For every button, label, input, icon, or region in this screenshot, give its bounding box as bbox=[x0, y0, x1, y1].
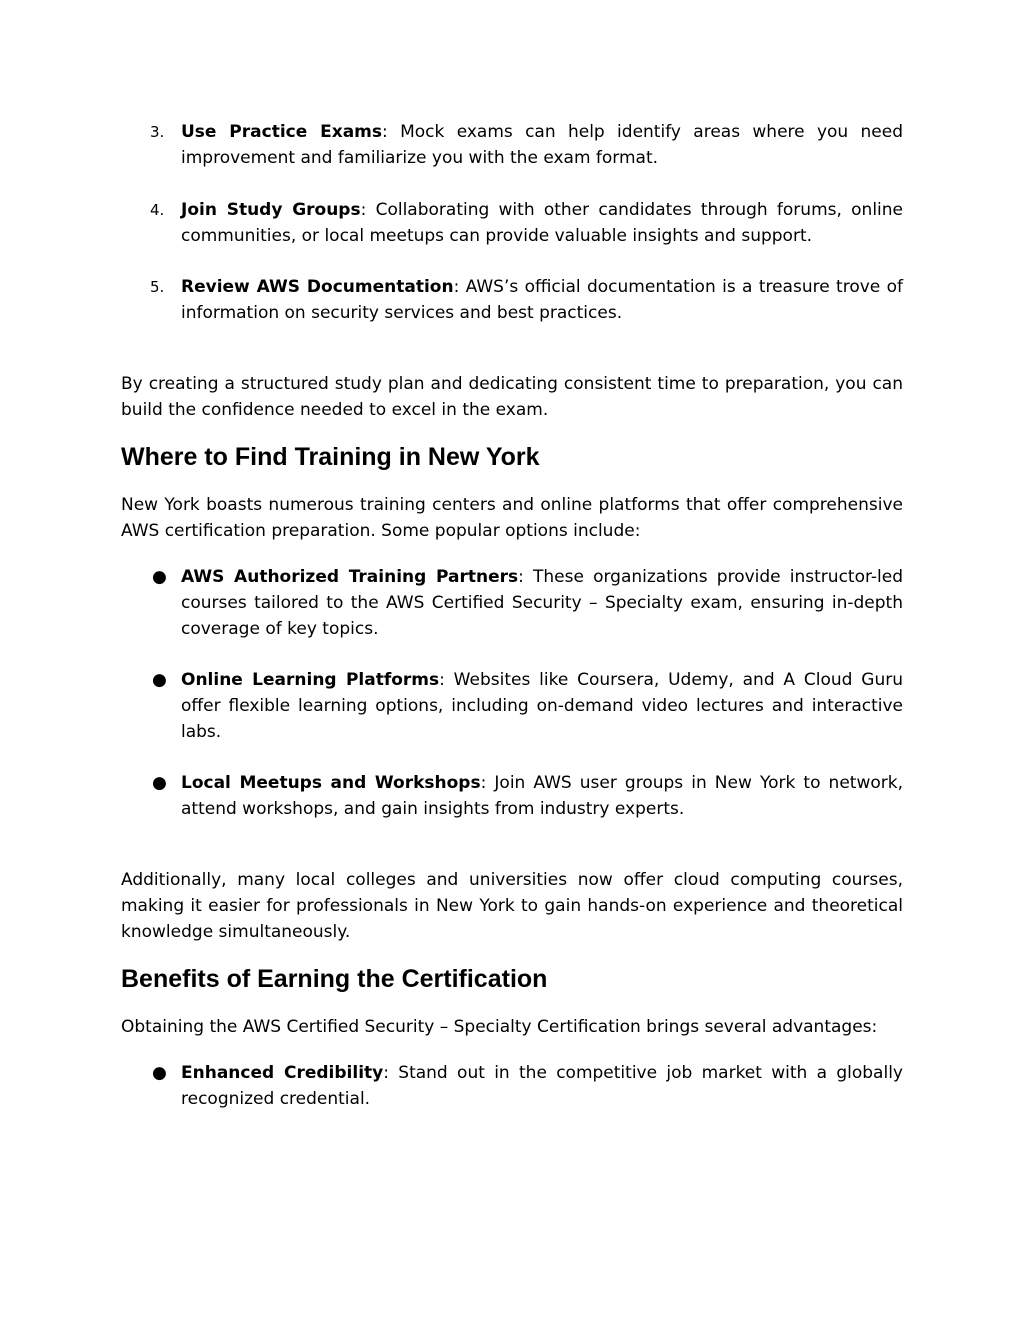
list-item bbox=[121, 564, 903, 642]
list-item-title: AWS Authorized Training Partners bbox=[181, 567, 519, 587]
paragraph-training-intro: New York boasts numerous training centers and online platforms that offer comprehensive AWS certification preparation. Some popular options include: bbox=[121, 495, 903, 541]
list-item-text bbox=[181, 119, 903, 171]
list-number: 5. bbox=[150, 278, 165, 296]
list-item-body: : Stand out in the competitive job market with a globally recognized credential. bbox=[181, 1063, 903, 1109]
list-item-body: : Join AWS user groups in New York to network, attend workshops, and gain insights from industry experts. bbox=[181, 773, 903, 819]
paragraph-colleges: Additionally, many local colleges and universities now offer cloud computing courses, making it easier for professionals in New York to gain hands-on experience and theoretical knowledge simultaneously. bbox=[121, 870, 903, 942]
list-item-body: : AWS’s official documentation is a treasure trove of information on security services and best practices. bbox=[181, 277, 903, 323]
list-item bbox=[121, 1060, 903, 1112]
list-item-title: Local Meetups and Workshops bbox=[181, 773, 481, 793]
paragraph-study-plan: By creating a structured study plan and dedicating consistent time to preparation, you can build the confidence needed to excel in the exam. bbox=[121, 374, 903, 420]
bullet-icon: ● bbox=[152, 1063, 167, 1083]
heading-training: Where to Find Training in New York bbox=[121, 443, 540, 471]
bullet-icon: ● bbox=[152, 670, 167, 690]
document-body bbox=[121, 119, 903, 1112]
list-item-text bbox=[181, 667, 903, 745]
list-item bbox=[121, 770, 903, 822]
heading-benefits: Benefits of Earning the Certification bbox=[121, 965, 548, 993]
list-item-title: Enhanced Credibility bbox=[181, 1063, 384, 1083]
bullet-icon: ● bbox=[152, 567, 167, 587]
list-item-body: : Collaborating with other candidates through forums, online communities, or local meetups can provide valuable insights and support. bbox=[181, 200, 904, 246]
list-item-title: Review AWS Documentation bbox=[181, 277, 454, 297]
list-item-body: : Websites like Coursera, Udemy, and A Cloud Guru offer flexible learning options, including on-demand video lectures and interactive labs. bbox=[181, 670, 903, 742]
list-item bbox=[121, 667, 903, 745]
list-item-text bbox=[181, 1060, 903, 1112]
list-item-title: Use Practice Exams bbox=[181, 122, 383, 142]
list-item-body: : These organizations provide instructor-led courses tailored to the AWS Certified Security – Specialty exam, ensuring in-depth coverage of key topics. bbox=[181, 567, 903, 639]
list-number: 4. bbox=[150, 201, 165, 219]
list-item-title: Join Study Groups bbox=[181, 200, 361, 220]
list-item-text bbox=[181, 564, 903, 642]
list-item-text bbox=[181, 770, 903, 822]
list-number: 3. bbox=[150, 123, 165, 141]
list-item-text bbox=[181, 197, 903, 249]
paragraph-benefits-intro: Obtaining the AWS Certified Security – Specialty Certification brings several advantages: bbox=[121, 1017, 878, 1037]
list-item bbox=[121, 119, 903, 171]
list-item bbox=[121, 274, 903, 326]
list-item-body: : Mock exams can help identify areas where you need improvement and familiarize you with the exam format. bbox=[181, 122, 904, 168]
list-item-text bbox=[181, 274, 903, 326]
bullet-icon: ● bbox=[152, 773, 167, 793]
list-item bbox=[121, 197, 903, 249]
list-item-title: Online Learning Platforms bbox=[181, 670, 440, 690]
